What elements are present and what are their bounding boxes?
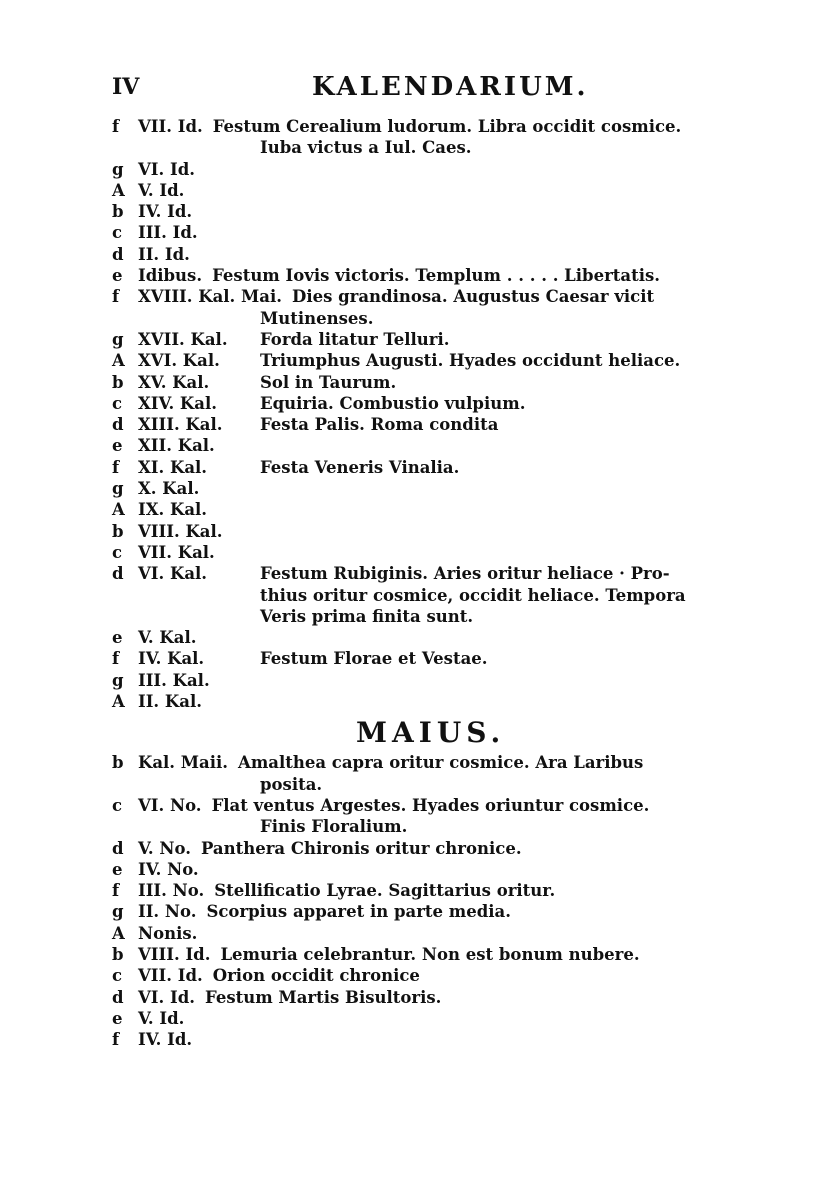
page-title: KALENDARIUM. (312, 72, 589, 102)
roman-date: IV. Kal. (138, 649, 205, 669)
calendar-row (112, 585, 737, 606)
entry-text: Festum Cerealium ludorum. Libra occidit cosmice. (212, 117, 682, 136)
calendar-row (112, 880, 737, 901)
calendar-row (112, 752, 737, 773)
roman-date: IV. No. (138, 859, 199, 879)
roman-date: XVIII. Kal. Mai. (138, 287, 283, 307)
entry-text: Lemuria celebrantur. Non est bonum nubere. (220, 944, 640, 964)
dominical-letter: c (112, 223, 123, 243)
roman-date: XVI. Kal. (138, 351, 220, 371)
calendar-row (112, 774, 737, 795)
calendar-row (112, 350, 737, 371)
roman-date: VIII. Kal. (138, 521, 223, 541)
page-number: IV (112, 74, 140, 100)
entry-text: Festa Veneris Vinalia. (260, 457, 460, 477)
roman-date: VI. Id. (138, 987, 196, 1007)
calendar-row (112, 180, 737, 201)
entry-text: Orion occidit chronice (212, 966, 420, 986)
calendar-row (112, 201, 737, 222)
roman-date: XVII. Kal. (138, 329, 228, 349)
roman-date: XIII. Kal. (138, 415, 223, 435)
calendar-row (112, 1008, 737, 1029)
dominical-letter: e (112, 628, 123, 648)
entry-text: Scorpius apparet in parte media. (206, 902, 511, 922)
roman-date: XI. Kal. (138, 457, 208, 477)
roman-date: II. Id. (138, 244, 190, 264)
calendar-row (112, 944, 737, 965)
calendar-row (112, 670, 737, 691)
roman-date: X. Kal. (138, 479, 200, 499)
calendar-row (112, 457, 737, 478)
calendar-row (112, 648, 737, 669)
calendar-row (112, 159, 737, 180)
roman-date: VI. Id. (138, 159, 196, 179)
entry-text: Equiria. Combustio vulpium. (260, 393, 526, 413)
calendar-row (112, 627, 737, 648)
roman-date: VII. Id. (138, 117, 203, 136)
dominical-letter: f (112, 457, 120, 477)
calendar-row (112, 435, 737, 456)
roman-date: XII. Kal. (138, 436, 215, 456)
dominical-letter: d (112, 415, 124, 435)
entry-text: Mutinenses. (260, 308, 374, 328)
dominical-letter: A (112, 351, 125, 371)
calendar-row (112, 838, 737, 859)
roman-date: V. Kal. (138, 628, 197, 648)
page-header (0, 74, 840, 104)
dominical-letter: g (112, 329, 124, 349)
roman-date: IV. Id. (138, 1030, 193, 1050)
roman-date: VI. Kal. (138, 564, 208, 584)
dominical-letter: g (112, 159, 124, 179)
roman-date: II. No. (138, 902, 197, 922)
dominical-letter: g (112, 479, 124, 499)
calendar-row (112, 286, 737, 307)
calendar-row (112, 329, 737, 350)
dominical-letter: c (112, 966, 123, 986)
roman-date: VIII. Id. (138, 944, 211, 964)
calendar-row (112, 116, 737, 137)
calendar-row (112, 478, 737, 499)
entry-text: Dies grandinosa. Augustus Caesar vicit (292, 287, 655, 307)
dominical-letter: b (112, 202, 124, 222)
calendar-row (112, 499, 737, 520)
roman-date: VII. Kal. (138, 542, 215, 562)
entry-text: posita. (260, 774, 323, 794)
entry-text: thius oritur cosmice, occidit heliace. Tempora (260, 585, 686, 605)
entry-text: Festa Palis. Roma condita (260, 415, 499, 435)
dominical-letter: d (112, 987, 124, 1007)
calendar-row (112, 965, 737, 986)
calendar-row (112, 691, 737, 712)
calendar-row (112, 137, 737, 158)
calendar-row (112, 521, 737, 542)
entry-text: Panthera Chironis oritur chronice. (200, 838, 522, 858)
roman-date: XV. Kal. (138, 372, 210, 392)
roman-date: V. No. (138, 838, 191, 858)
entry-text: Triumphus Augusti. Hyades occidunt heliace. (260, 351, 681, 371)
roman-date: Nonis. (138, 923, 198, 943)
entry-text: Amalthea capra oritur cosmice. Ara Laribus (238, 753, 644, 773)
dominical-letter: c (112, 795, 123, 815)
roman-date: III. Kal. (138, 670, 210, 690)
entry-text: Festum Iovis victoris. Templum . . . . . Libertatis. (212, 266, 661, 286)
dominical-letter: d (112, 564, 124, 584)
month-heading (112, 712, 737, 752)
calendar-row (112, 308, 737, 329)
calendar-row (112, 795, 737, 816)
roman-date: VI. No. (138, 795, 202, 815)
calendar-row (112, 222, 737, 243)
roman-date: IV. Id. (138, 202, 193, 222)
entry-text: Flat ventus Argestes. Hyades oriuntur cosmice. (211, 795, 650, 815)
entry-text: Festum Martis Bisultoris. (205, 987, 442, 1007)
dominical-letter: A (112, 500, 125, 520)
roman-date: Kal. Maii. (138, 753, 229, 773)
entry-text: Forda litatur Telluri. (260, 329, 450, 349)
calendar-row (112, 901, 737, 922)
calendar-row (112, 414, 737, 435)
dominical-letter: c (112, 542, 123, 562)
dominical-letter: f (112, 117, 120, 136)
roman-date: XIV. Kal. (138, 393, 217, 413)
dominical-letter: e (112, 436, 123, 456)
entry-text: Finis Floralium. (260, 817, 408, 837)
roman-date: II. Kal. (138, 692, 202, 712)
calendar-row (112, 816, 737, 837)
roman-date: V. Id. (138, 180, 185, 200)
calendar-row (112, 606, 737, 627)
dominical-letter: f (112, 1030, 120, 1050)
calendar-row (112, 563, 737, 584)
dominical-letter: A (112, 923, 125, 943)
dominical-letter: g (112, 670, 124, 690)
dominical-letter: d (112, 244, 124, 264)
calendar-row (112, 372, 737, 393)
entry-text: Iuba victus a Iul. Caes. (260, 138, 472, 158)
entry-text: Veris prima finita sunt. (260, 606, 474, 626)
dominical-letter: b (112, 521, 124, 541)
roman-date: VII. Id. (138, 966, 203, 986)
calendar-row (112, 542, 737, 563)
roman-date: Idibus. (138, 266, 203, 286)
roman-date: IX. Kal. (138, 500, 208, 520)
roman-date: III. No. (138, 881, 205, 901)
dominical-letter: b (112, 944, 124, 964)
dominical-letter: c (112, 393, 123, 413)
dominical-letter: f (112, 287, 120, 307)
calendar-row (112, 923, 737, 944)
roman-date: V. Id. (138, 1008, 185, 1028)
month-title: MAIUS. (356, 716, 506, 750)
roman-date: III. Id. (138, 223, 198, 243)
calendar-entries (112, 116, 737, 1050)
entry-text: Festum Rubiginis. Aries oritur heliace · Pro- (260, 564, 670, 584)
calendar-row (112, 987, 737, 1008)
dominical-letter: A (112, 692, 125, 712)
calendar-row (112, 393, 737, 414)
dominical-letter: f (112, 881, 120, 901)
dominical-letter: e (112, 859, 123, 879)
dominical-letter: A (112, 180, 125, 200)
dominical-letter: b (112, 753, 124, 773)
calendar-row (112, 244, 737, 265)
dominical-letter: g (112, 902, 124, 922)
entry-text: Stellificatio Lyrae. Sagittarius oritur. (214, 881, 556, 901)
dominical-letter: b (112, 372, 124, 392)
dominical-letter: e (112, 1008, 123, 1028)
dominical-letter: e (112, 266, 123, 286)
entry-text: Festum Florae et Vestae. (260, 649, 488, 669)
dominical-letter: f (112, 649, 120, 669)
dominical-letter: d (112, 838, 124, 858)
entry-text: Sol in Taurum. (260, 372, 397, 392)
calendar-row (112, 859, 737, 880)
calendar-row (112, 1029, 737, 1050)
calendar-row (112, 265, 737, 286)
